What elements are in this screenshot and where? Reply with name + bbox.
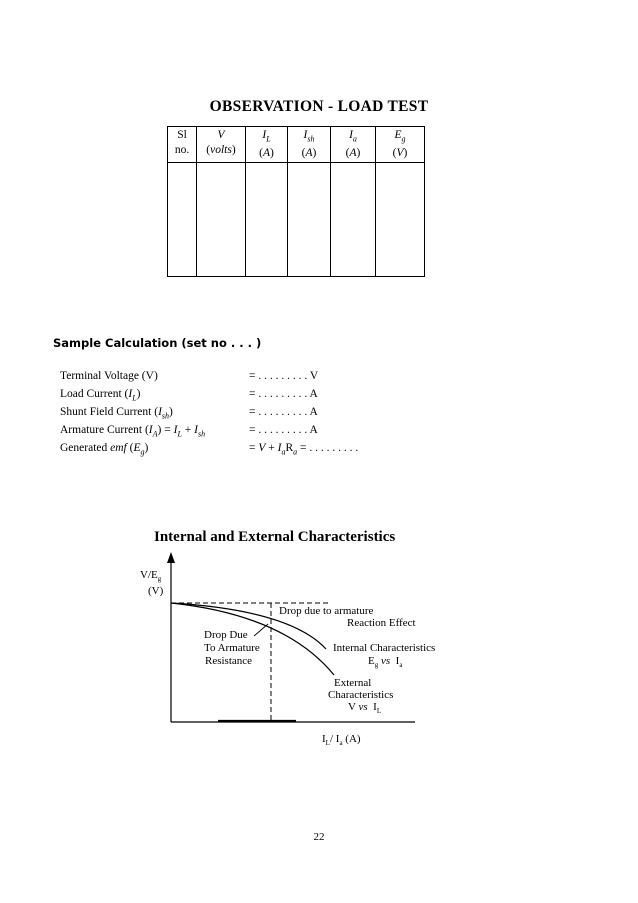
drop-armature-label-1: Drop due to armature xyxy=(279,605,374,617)
external-characteristics-relation: V vs $I_L$ xyxy=(348,701,382,716)
calc-value-armature-current: = . . . . . . . . . A xyxy=(249,424,318,436)
observation-title: OBSERVATION - LOAD TEST xyxy=(209,98,429,115)
internal-characteristics-relation: $E_g$ vs $I_a$ xyxy=(368,655,403,670)
drop-due-label-2: To Armature xyxy=(204,642,260,654)
y-axis-unit: (V) xyxy=(148,585,164,597)
y-axis-arrow-icon xyxy=(167,552,175,563)
page-number: 22 xyxy=(313,831,325,843)
y-axis-label: $V/E_g$ xyxy=(140,569,162,584)
drop-due-label-3: Resistance xyxy=(205,655,253,667)
x-axis-label: $I_L/$ $I_a$ (A) xyxy=(322,733,361,748)
header-ia: $I_a$ (A) xyxy=(331,127,376,163)
header-sl: Sl no. xyxy=(168,127,197,163)
calc-label-shunt-current: Shunt Field Current $(I_{sh})$ xyxy=(60,406,173,421)
header-il: $I_L$ (A) xyxy=(246,127,288,163)
calc-value-load-current: = . . . . . . . . . A xyxy=(249,388,318,400)
calc-label-generated-emf: Generated emf $(E_g)$ xyxy=(60,442,149,457)
calc-value-generated-emf: = $V + I_aR_a$ = . . . . . . . . . xyxy=(249,442,359,457)
calc-label-terminal-voltage: Terminal Voltage (V) xyxy=(60,370,158,382)
header-ish: $I_{sh}$ (A) xyxy=(288,127,331,163)
characteristics-title: Internal and External Characteristics xyxy=(154,529,396,545)
drop-due-leader-line xyxy=(254,624,268,636)
header-eg: $E_g$ (V) xyxy=(376,127,425,163)
internal-characteristics-label: Internal Characteristics xyxy=(333,642,436,654)
sample-calculation-title: Sample Calculation (set no . . . ) xyxy=(53,336,262,350)
drop-due-label-1: Drop Due xyxy=(204,629,248,641)
calc-label-load-current: Load Current $(I_L)$ xyxy=(60,388,141,403)
drop-armature-label-2: Reaction Effect xyxy=(347,617,416,629)
external-label-1: External xyxy=(334,677,372,689)
calc-value-terminal-voltage: = . . . . . . . . . V xyxy=(249,370,319,382)
header-v: V (volts) xyxy=(197,127,246,163)
calc-value-shunt-current: = . . . . . . . . . A xyxy=(249,406,318,418)
external-label-2: Characteristics xyxy=(328,689,394,701)
calc-label-armature-current: Armature Current $(I_A) = I_L + I_{sh}$ xyxy=(60,424,206,439)
